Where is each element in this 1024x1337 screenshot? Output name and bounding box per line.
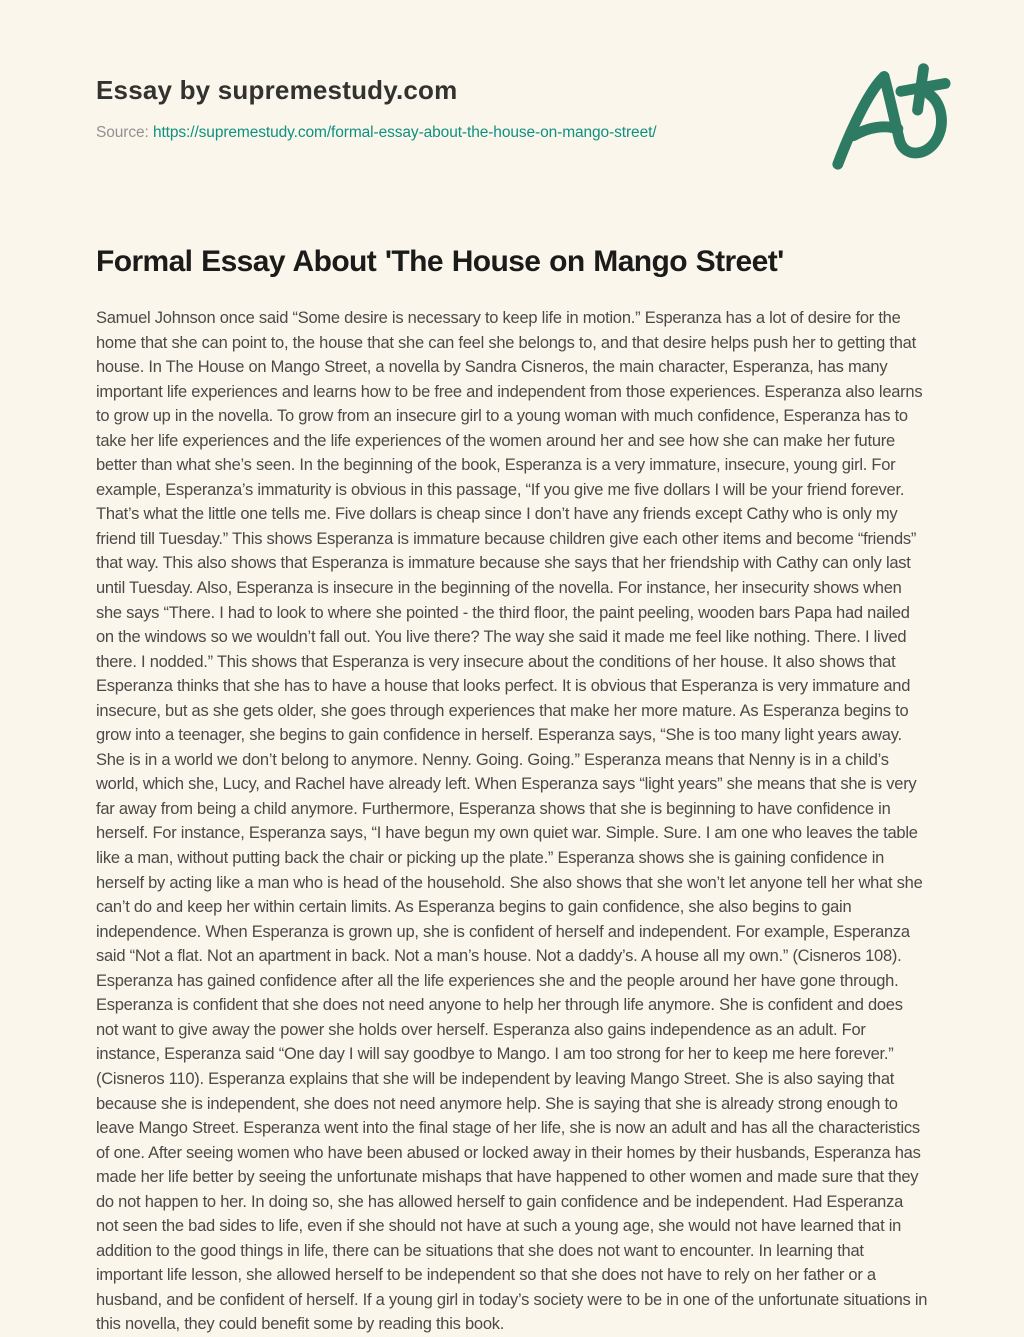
source-label: Source: [96,124,153,141]
source-line [96,124,928,142]
essay-body-text: Samuel Johnson once said “Some desire is necessary to keep life in motion.” Esperanza has a lot of desire for the home that she can point to, the house that she can feel she belongs to, and that desire helps push her to getting that house. In The House on Mango Street, a novella by Sandra Cisneros, the main character, Esperanza, has many important life experiences and learns how to be free and independent from those experiences. Esperanza also learns to grow up in the novella. To grow from an insecure girl to a young woman with much confidence, Esperanza has to take her life experiences and the life experiences of the women around her and see how she can make her future better than what she’s seen. In the beginning of the book, Esperanza is a very immature, insecure, young girl. For example, Esperanza’s immaturity is obvious in this passage, “If you give me five dollars I will be your friend forever. That’s what the little one tells me. Five dollars is cheap since I don’t have any friends except Cathy who is only my friend till Tuesday.” This shows Esperanza is immature because children give each other items and become “friends” that way. This also shows that Esperanza is immature because she says that her friendship with Cathy can only last until Tuesday. Also, Esperanza is insecure in the beginning of the novella. For instance, her insecurity shows when she says “There. I had to look to where she pointed - the third floor, the paint peeling, wooden bars Papa had nailed on the windows so we wouldn’t fall out. You live there? The way she said it made me feel like nothing. There. I lived there. I nodded.” This shows that Esperanza is very insecure about the conditions of her house. It also shows that Esperanza thinks that she has to have a house that looks perfect. It is obvious that Esperanza is very immature and insecure, but as she gets older, she goes through experiences that make her more mature. As Esperanza begins to grow into a teenager, she begins to gain confidence in herself. Esperanza says, “She is too many light years away. She is in a world we don’t belong to anymore. Nenny. Going. Going.” Esperanza means that Nenny is in a child’s world, which she, Lucy, and Rachel have already left. When Esperanza says “light years” she means that she is very far away from being a child anymore. Furthermore, Esperanza shows that she is beginning to have confidence in herself. For instance, Esperanza says, “I have begun my own quiet war. Simple. Sure. I am one who leaves the table like a man, without putting back the chair or picking up the plate.” Esperanza shows she is gaining confidence in herself by acting like a man who is head of the household. She also shows that she won’t let anyone tell her what she can’t do and keep her within certain limits. As Esperanza begins to gain confidence, she also begins to gain independence. When Esperanza is grown up, she is confident of herself and independent. For example, Esperanza said “Not a flat. Not an apartment in back. Not a man’s house. Not a daddy’s. A house all my own.” (Cisneros 108). Esperanza has gained confidence after all the life experiences she and the people around her have gone through. Esperanza is confident that she does not need anyone to help her through life anymore. She is confident and does not want to give away the power she holds over herself. Esperanza also gains independence as an adult. For instance, Esperanza said “One day I will say goodbye to Mango. I am too strong for her to keep me here forever.” (Cisneros 110). Esperanza explains that she will be independent by leaving Mango Street. She is also saying that because she is independent, she does not need anymore help. She is saying that she is already strong enough to leave Mango Street. Esperanza went into the final stage of her life, she is now an adult and has all the characteristics of one. After seeing women who have been abused or locked away in their homes by their husbands, Esperanza has made her life better by seeing the unfortunate mishaps that have happened to other women and made sure that they do not happen to her. In doing so, she has allowed herself to gain confidence and be independent. Had Esperanza not seen the bad sides to life, even if she should not have at such a young age, she would not have learned that in addition to the good things in life, there can be situations that she does not want to encounter. In learning that important life lesson, she allowed herself to be independent so that she does not have to rely on her father or a husband, and be confident of herself. If a young girl in today’s society were to be in one of the unfortunate situations in this novella, they could benefit some by reading this book. [96,309,928,1334]
site-heading: Essay by supremestudy.com [96,75,458,105]
essay-title: Formal Essay About 'The House on Mango Street' [96,245,784,278]
source-url-link[interactable]: https://supremestudy.com/formal-essay-about-the-house-on-mango-street/ [152,124,657,141]
a-plus-logo-icon [826,56,954,172]
